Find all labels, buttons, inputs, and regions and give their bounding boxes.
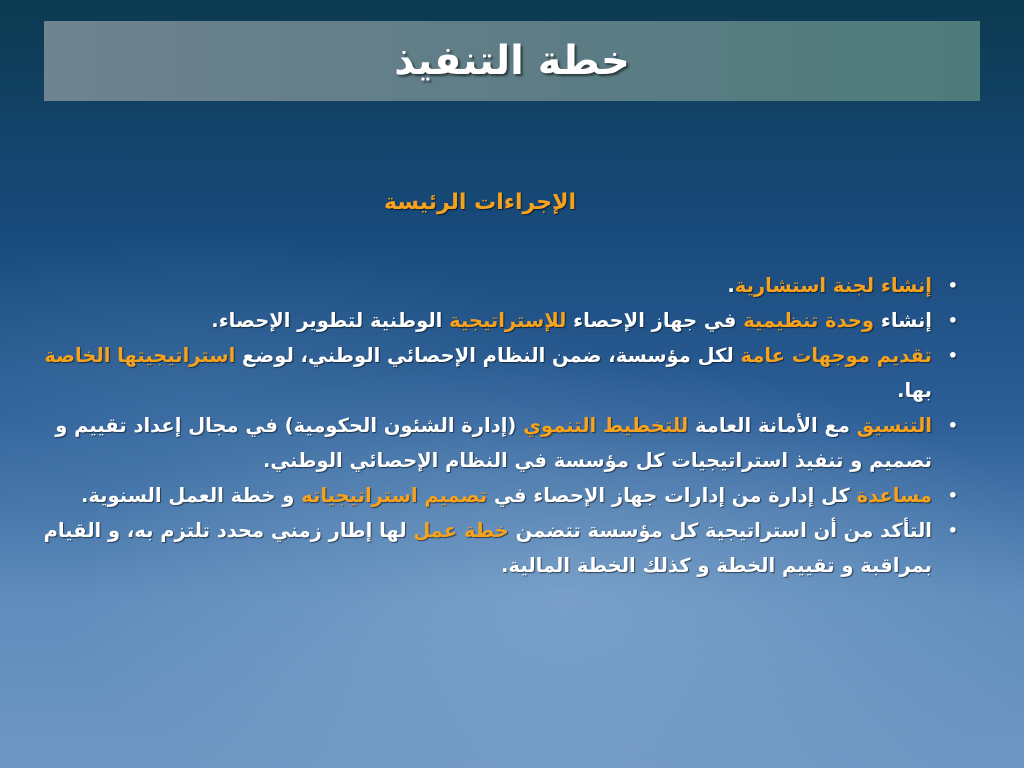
bullet-text: في جهاز الإحصاء xyxy=(566,309,744,332)
bullet-text: لها إطار زمني محدد تلتزم به، و القيام بمراقبة و تقييم الخطة و كذلك الخطة المالية. xyxy=(43,519,932,577)
title-bar xyxy=(44,21,980,101)
highlighted-text: إنشاء لجنة استشارية xyxy=(734,274,932,297)
bullet-item xyxy=(20,338,960,408)
bullet-text: الوطنية لتطوير الإحصاء. xyxy=(211,309,450,332)
bullet-list xyxy=(20,268,960,583)
bullet-text: مع الأمانة العامة xyxy=(688,414,857,437)
bullet-dot-icon: • xyxy=(947,521,958,540)
bullet-item xyxy=(20,303,960,338)
bullet-dot-icon: • xyxy=(947,276,958,295)
highlighted-text: للإستراتيجية xyxy=(449,309,567,332)
bullet-text: كل إدارة من إدارات جهاز الإحصاء في xyxy=(487,484,857,507)
bullet-item xyxy=(20,408,960,478)
bullet-text: (إدارة الشئون الحكومية) في مجال إعداد تقييم و تصميم و تنفيذ استراتيجيات كل مؤسسة في النظام الإحصائي الوطني. xyxy=(55,414,932,472)
bullet-text: إنشاء xyxy=(874,309,932,332)
highlighted-text: استراتيجيتها الخاصة xyxy=(44,344,236,367)
highlighted-text: للتخطيط التنموي xyxy=(523,414,689,437)
bullet-text: بها. xyxy=(897,379,932,402)
bullet-dot-icon: • xyxy=(947,486,958,505)
bullet-dot-icon: • xyxy=(947,311,958,330)
highlighted-text: تصميم استراتيجياته xyxy=(301,484,488,507)
highlighted-text: تقديم موجهات عامة xyxy=(740,344,932,367)
bullet-item xyxy=(20,513,960,583)
highlighted-text: التنسيق xyxy=(856,414,932,437)
bullet-text: و خطة العمل السنوية. xyxy=(80,484,302,507)
slide-subtitle: الإجراءات الرئيسة xyxy=(383,190,577,215)
bullet-text: التأكد من أن استراتيجية كل مؤسسة تتضمن xyxy=(508,519,932,542)
bullet-text: . xyxy=(727,274,735,297)
bullet-dot-icon: • xyxy=(947,346,958,365)
highlighted-text: مساعدة xyxy=(856,484,932,507)
bullet-dot-icon: • xyxy=(947,416,958,435)
highlighted-text: خطة عمل xyxy=(413,519,509,542)
bullet-item xyxy=(20,478,960,513)
bullet-text: لكل مؤسسة، ضمن النظام الإحصائي الوطني، لوضع xyxy=(235,344,741,367)
slide-title: خطة التنفيذ xyxy=(394,38,630,84)
bullet-item xyxy=(20,268,960,303)
highlighted-text: وحدة تنظيمية xyxy=(743,309,875,332)
